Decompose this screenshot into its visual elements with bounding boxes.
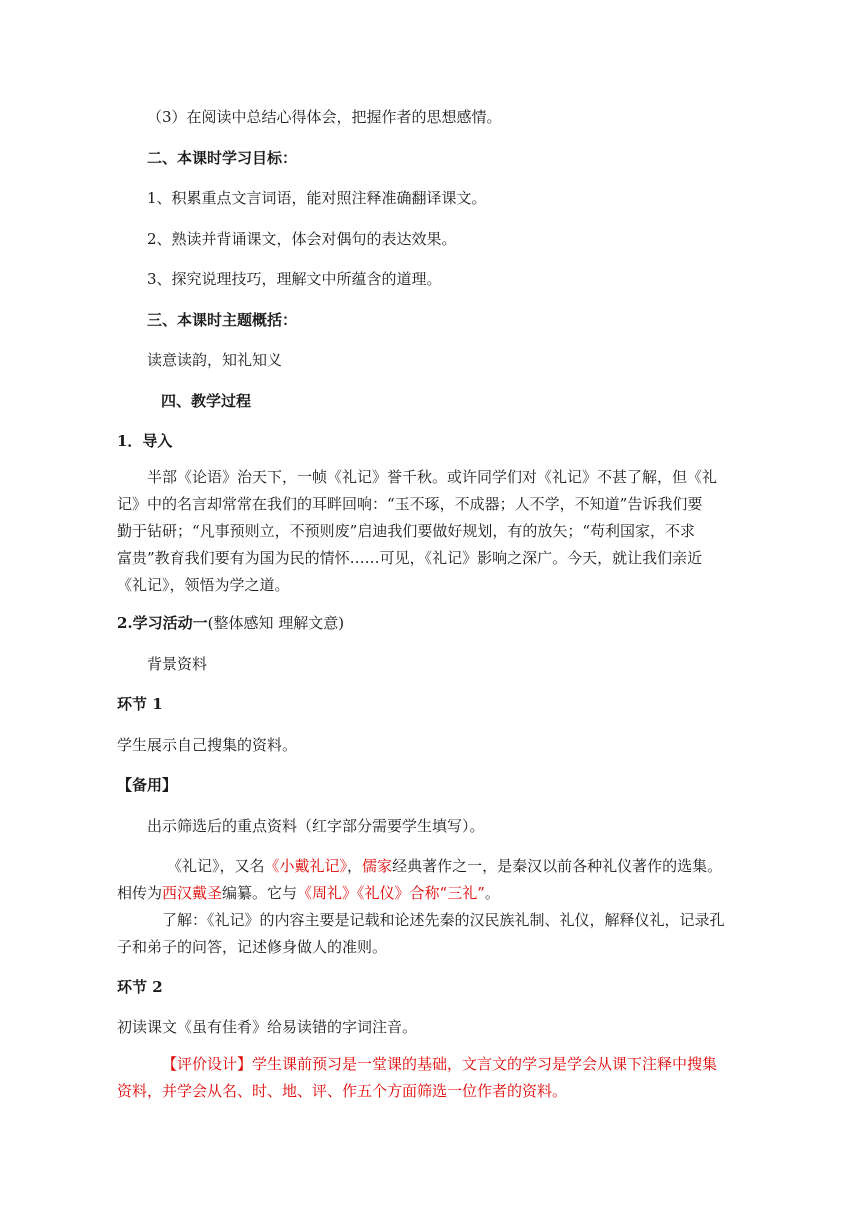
section-heading-process: 四、教学过程 bbox=[161, 392, 252, 410]
segment-heading-1: 环节 1 bbox=[117, 695, 163, 713]
activity-heading-sub: (整体感知 理解文意) bbox=[207, 614, 345, 632]
liji-text: 《礼记》，又名 bbox=[167, 857, 265, 875]
intro-line-3: 勤于钻研；“凡事预则立，不预则废”启迪我们要做好规划，有的放矢；“苟利国家，不求 bbox=[117, 522, 696, 540]
section-heading-goals: 二、本课时学习目标： bbox=[147, 149, 298, 167]
intro-line-1: 半部《论语》治天下，一帧《礼记》誉千秋。或许同学们对《礼记》不甚了解，但《礼 bbox=[147, 468, 718, 486]
liaojie-line-1: 了解：《礼记》的内容主要是记载和论述先秦的汉民族礼制、礼仪，解释仪礼，记录孔 bbox=[162, 911, 725, 929]
activity-heading bbox=[117, 612, 344, 634]
goal-item-1: 1、积累重点文言词语，能对照注释准确翻译课文。 bbox=[147, 189, 487, 207]
intro-line-5: 《礼记》，领悟为学之道。 bbox=[117, 576, 290, 594]
goal-item-3: 3、探究说理技巧，理解文中所蕴含的道理。 bbox=[147, 270, 442, 288]
show-materials-text: 出示筛选后的重点资料（红字部分需要学生填写）。 bbox=[147, 817, 485, 835]
liaojie-line-2: 子和弟子的问答，记述修身做人的准则。 bbox=[117, 938, 388, 956]
activity-heading-label: 2.学习活动一 bbox=[117, 614, 208, 632]
evaluation-paragraph bbox=[117, 1051, 733, 1105]
intro-line-4: 富贵”教育我们要有为国为民的情怀……可见，《礼记》影响之深广。今天，就让我们亲近 bbox=[117, 549, 703, 567]
liji-line-2 bbox=[117, 880, 733, 907]
evaluation-line-2: 资料，并学会从名、时、地、评、作五个方面筛选一位作者的资料。 bbox=[117, 1082, 568, 1100]
intro-line-2: 记》中的名言却常常在我们的耳畔回响：“玉不琢，不成器；人不学，不知道”告诉我们要 bbox=[117, 495, 703, 513]
segment-1-text: 学生展示自己搜集的资料。 bbox=[117, 736, 298, 754]
background-label: 背景资料 bbox=[147, 655, 208, 673]
liji-text: 经典著作之一，是秦汉以前各种礼仪著作的选集。 bbox=[392, 857, 723, 875]
step-heading-intro: 1．导入 bbox=[117, 432, 173, 450]
liji-fill-blank: 《周礼》《礼仪》合称“三礼” bbox=[297, 884, 485, 902]
liji-fill-blank: 儒家 bbox=[362, 857, 393, 875]
liji-paragraph bbox=[117, 853, 733, 961]
liji-text: ， bbox=[347, 857, 363, 875]
liji-fill-blank: 西汉戴圣 bbox=[162, 884, 223, 902]
theme-text: 读意读韵，知礼知义 bbox=[147, 351, 283, 369]
segment-heading-2: 环节 2 bbox=[117, 978, 163, 996]
intro-paragraph bbox=[117, 464, 733, 599]
liji-text: 。 bbox=[484, 884, 500, 902]
segment-2-text: 初读课文《虽有佳肴》给易读错的字词注音。 bbox=[117, 1018, 418, 1036]
goal-item-2: 2、熟读并背诵课文，体会对偶句的表达效果。 bbox=[147, 230, 457, 248]
liji-fill-blank: 《小戴礼记》 bbox=[264, 857, 348, 875]
section-heading-theme: 三、本课时主题概括： bbox=[147, 311, 298, 329]
backup-label: 【备用】 bbox=[117, 776, 178, 794]
liji-line-1 bbox=[117, 853, 733, 880]
objective-item-3: （3）在阅读中总结心得体会，把握作者的思想感情。 bbox=[147, 108, 502, 126]
liji-text: 编纂。它与 bbox=[222, 884, 298, 902]
evaluation-line-1: 【评价设计】学生课前预习是一堂课的基础，文言文的学习是学会从课下注释中搜集 bbox=[162, 1055, 718, 1073]
liji-text: 相传为 bbox=[117, 884, 163, 902]
